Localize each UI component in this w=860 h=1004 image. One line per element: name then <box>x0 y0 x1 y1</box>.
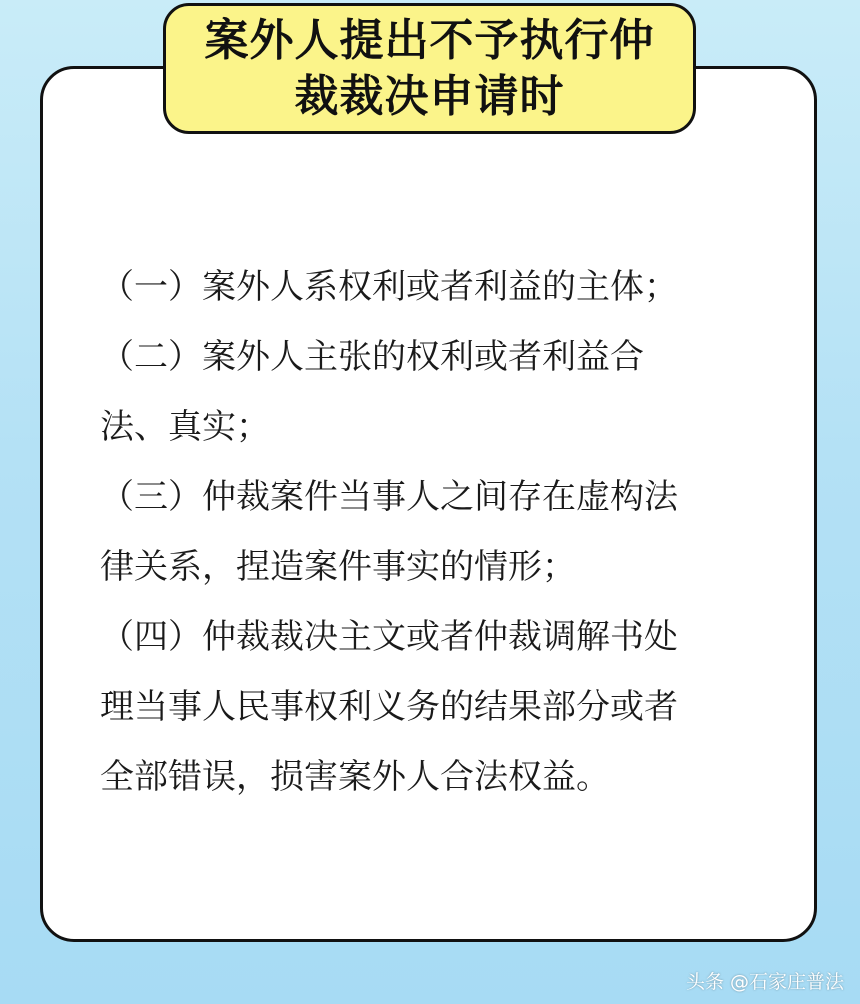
title-line-1: 案外人提出不予执行仲 <box>204 14 655 66</box>
content-line: 理当事人民事权利义务的结果部分或者 <box>100 687 678 727</box>
content-line: （二）案外人主张的权利或者利益合 <box>100 337 644 377</box>
content-line: （一）案外人系权利或者利益的主体； <box>100 267 678 307</box>
content-text <box>100 252 740 812</box>
title-line-2: 裁裁决申请时 <box>294 70 565 122</box>
content-line: 全部错误，损害案外人合法权益。 <box>100 757 610 797</box>
content-line: （三）仲裁案件当事人之间存在虚构法 <box>100 477 678 517</box>
content-line: （四）仲裁裁决主文或者仲裁调解书处 <box>100 617 678 657</box>
title-banner <box>163 3 696 134</box>
source-watermark: 头条 @石家庄普法 <box>685 971 844 993</box>
content-line: 法、真实； <box>100 407 270 447</box>
content-line: 律关系，捏造案件事实的情形； <box>100 547 576 587</box>
